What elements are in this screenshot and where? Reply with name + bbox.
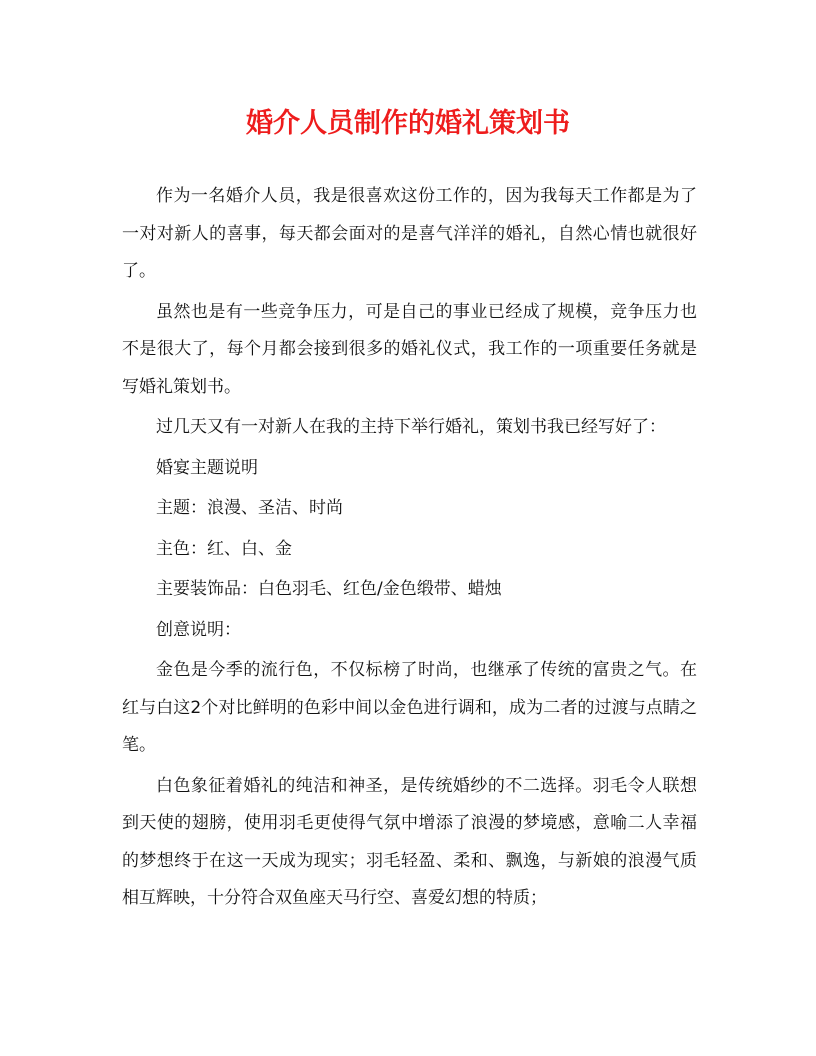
- colors-line: 主色：红、白、金: [156, 538, 292, 559]
- theme-line: 主题：浪漫、圣洁、时尚: [156, 498, 343, 518]
- document-body: [122, 178, 697, 918]
- paragraph-intro-2: 虽然也是有一些竞争压力，可是自己的事业已经成了规模，竞争压力也不是很大了，每个月都会接到很多的婚礼仪式，我工作的一项重要任务就是写婚礼策划书。: [122, 301, 697, 397]
- paragraph-white: 白色象征着婚礼的纯洁和神圣，是传统婚纱的不二选择。羽毛令人联想到天使的翅膀，使用羽毛更使得气氛中增添了浪漫的梦境感，意喻二人幸福的梦想终于在这一天成为现实；羽毛轻盈、柔和、飘逸，与新娘的浪漫气质相互辉映，十分符合双鱼座天马行空、喜爱幻想的特质；: [122, 775, 697, 908]
- decorations-line: 主要装饰品：白色羽毛、红色/金色缎带、蜡烛: [156, 579, 502, 599]
- paragraph-intro-1: 作为一名婚介人员，我是很喜欢这份工作的，因为我每天工作都是为了一对对新人的喜事，每天都会面对的是喜气洋洋的婚礼，自然心情也就很好了。: [122, 186, 697, 281]
- paragraph-intro-3: 过几天又有一对新人在我的主持下举行婚礼，策划书我已经写好了：: [156, 417, 666, 437]
- creative-heading: 创意说明：: [156, 619, 241, 640]
- paragraph-gold: 金色是今季的流行色，不仅标榜了时尚，也继承了传统的富贵之气。在红与白这2个对比鲜明的色彩中间以金色进行调和，成为二者的过渡与点睛之笔。: [122, 660, 697, 755]
- page-title: 婚介人员制作的婚礼策划书: [246, 108, 570, 139]
- section-heading: 婚宴主题说明: [156, 457, 258, 478]
